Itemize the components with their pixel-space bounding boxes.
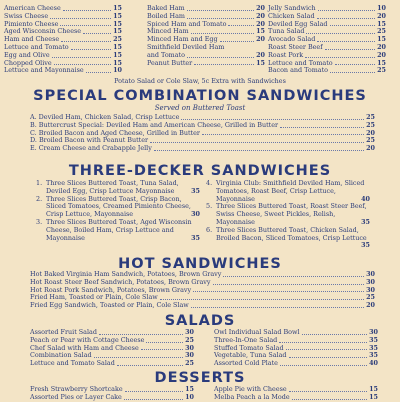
leader-dots: [286, 345, 368, 351]
menu-item-price: 15: [113, 4, 122, 12]
menu-item-name: Roast Pork: [268, 50, 304, 59]
leader-dots: [83, 28, 111, 34]
leader-dots: [61, 36, 111, 42]
menu-item-name: Bacon and Tomato: [268, 66, 329, 75]
menu-item-price: 15: [113, 42, 122, 51]
leader-dots: [181, 114, 364, 120]
leader-dots: [99, 329, 183, 335]
menu-item-name: Owl Individual Salad Bowl: [214, 328, 300, 336]
three-decker-item: [36, 219, 200, 242]
menu-item-price: 25: [185, 359, 194, 368]
menu-item-price: 15: [369, 392, 378, 401]
leader-dots: [306, 28, 375, 34]
leader-dots: [292, 394, 367, 400]
item-description: Three Slices Buttered Toast, Crisp Bacon, Sliced Tomatoes, Creamed Pimiento Cheese, Crisp Lettuce, Mayonnaise 30: [46, 194, 200, 219]
leader-dots: [52, 52, 111, 58]
menu-item-name: Lettuce and Tomato: [4, 42, 69, 51]
leader-dots: [54, 60, 111, 66]
item-number: 4.: [206, 179, 213, 187]
menu-item-name: Baked Ham: [147, 4, 185, 12]
special-combination-list: [30, 114, 375, 153]
menu-item-price: 10: [377, 4, 386, 12]
menu-item-price: 20: [377, 11, 386, 20]
menu-item: [30, 302, 375, 310]
salads-left: [30, 329, 194, 368]
menu-item-price: 20: [366, 144, 375, 153]
menu-item-price: 35: [191, 186, 200, 195]
menu-item-price: 30: [366, 285, 375, 294]
item-description: Three Slices Buttered Toast, Aged Wisconsin Cheese, Boiled Ham, Crisp Lettuce and Mayonnaise 35: [46, 217, 200, 242]
menu-item-name: Lettuce and Mayonnaise: [4, 66, 84, 75]
item-description: Three Slices Buttered Toast, Tuna Salad, Deviled Egg, Crisp Lettuce Mayonnaise 35: [46, 179, 200, 195]
item-description: Three Slices Buttered Toast, Roast Steer Beef, Swiss Cheese, Sweet Pickles, Relish, Mayonnaise 35: [216, 202, 370, 226]
menu-item-name: Roast Steer Beef: [268, 42, 323, 51]
sandwich-extra-note: Potato Salad or Cole Slaw, 5c Extra with Sandwiches: [114, 77, 286, 85]
leader-dots: [191, 28, 254, 34]
sandwich-column-3: [268, 5, 386, 75]
menu-item-name: Egg and Olive: [4, 50, 50, 59]
special-combination-heading: SPECIAL COMBINATION SANDWICHES: [33, 88, 367, 104]
leader-dots: [60, 21, 111, 27]
leader-dots: [94, 352, 183, 358]
menu-item-name: Avocado Salad: [268, 35, 316, 44]
menu-item-price: 25: [377, 66, 386, 75]
menu-item-name: Hot Roast Steer Beef Sandwich, Potatoes, Brown Gravy: [30, 277, 211, 286]
menu-item-price: 15: [113, 58, 122, 67]
menu-item: [30, 360, 194, 368]
leader-dots: [223, 271, 364, 277]
menu-item-price: 20: [256, 50, 265, 59]
menu-item-name: Three-In-One Salad: [214, 335, 278, 344]
three-decker-item: [206, 180, 370, 203]
leader-dots: [160, 294, 364, 300]
menu-item-name: Peach or Pear with Cottage Cheese: [30, 335, 145, 344]
menu-item-name: Spiced Ham and Tomato: [147, 19, 227, 28]
leader-dots: [318, 5, 375, 11]
salads-right: [214, 329, 378, 368]
item-number: 3.: [36, 217, 43, 226]
leader-dots: [289, 352, 368, 358]
menu-item-price: 30: [185, 328, 194, 336]
menu-item-price: 10: [185, 392, 194, 401]
leader-dots: [289, 386, 367, 392]
menu-item-price: 20: [366, 128, 375, 137]
leader-dots: [317, 36, 375, 42]
menu-item-name: E. Cream Cheese and Crabapple Jelly: [30, 144, 152, 153]
desserts-heading: DESSERTS: [154, 370, 246, 386]
menu-item-name: Combination Salad: [30, 351, 92, 360]
special-combination-subtitle: Served on Buttered Toast: [154, 104, 246, 112]
menu-item-name: Minced Ham and Egg: [147, 35, 218, 44]
menu-item-name: Chopped Olive: [4, 58, 52, 67]
menu-item-name: Lettuce and Tomato Salad: [30, 359, 115, 368]
three-decker-left: [36, 180, 200, 242]
sandwich-column-2: [147, 5, 265, 67]
leader-dots: [335, 60, 375, 66]
menu-item-name: Pimiento Cheese: [4, 19, 59, 28]
menu-item: [214, 360, 378, 368]
menu-item-price: 30: [185, 351, 194, 360]
menu-item-name: B. Buttercrust Special: Deviled Ham and American Cheese, Grilled in Butter: [30, 120, 279, 129]
leader-dots: [202, 130, 364, 136]
leader-dots: [117, 360, 183, 366]
menu-item-price: 15: [113, 27, 122, 36]
hot-sandwiches-heading: HOT SANDWICHES: [118, 256, 282, 272]
menu-item-price: 15: [256, 58, 265, 67]
menu-item-price: 20: [256, 19, 265, 28]
leader-dots: [228, 21, 254, 27]
menu-item-price: 15: [113, 50, 122, 59]
leader-dots: [302, 329, 368, 335]
leader-dots: [125, 386, 183, 392]
menu-item-name: Stuffed Tomato Salad: [214, 343, 284, 352]
leader-dots: [191, 302, 364, 308]
leader-dots: [193, 287, 364, 293]
menu-item-name: and Tomato: [147, 50, 185, 59]
menu-item-price: 35: [369, 351, 378, 360]
menu-item-price: 20: [377, 50, 386, 59]
menu-item-name: Swiss Cheese: [4, 11, 49, 20]
menu-item: [30, 145, 375, 153]
menu-item-price: 15: [377, 19, 386, 28]
menu-item: [147, 60, 265, 68]
menu-item-price: 35: [361, 241, 370, 250]
menu-item-price: 20: [377, 42, 386, 51]
leader-dots: [146, 337, 183, 343]
menu-item-price: 35: [369, 343, 378, 352]
desserts-left: [30, 386, 194, 402]
menu-item: [214, 394, 378, 402]
sandwich-column-1: [4, 5, 122, 75]
menu-item-name: Peanut Butter: [147, 58, 193, 67]
menu-item-name: Fresh Strawberry Shortcake: [30, 385, 123, 393]
menu-item-price: 15: [185, 385, 194, 393]
three-decker-item: [206, 203, 370, 226]
leader-dots: [330, 67, 375, 73]
hot-sandwiches-list: [30, 271, 375, 310]
leader-dots: [305, 52, 375, 58]
menu-item-name: Assorted Fruit Salad: [30, 328, 97, 336]
menu-item-name: Assorted Pies or Layer Cake: [30, 392, 122, 401]
leader-dots: [124, 394, 183, 400]
three-decker-item: [36, 180, 200, 196]
menu-item-price: 15: [369, 385, 378, 393]
menu-item-name: Apple Pie with Cheese: [214, 385, 287, 393]
three-decker-item: [36, 196, 200, 219]
menu-item: [4, 67, 122, 75]
menu-item-name: Jelly Sandwich: [268, 4, 316, 12]
leader-dots: [187, 13, 254, 19]
menu-item-price: 35: [369, 335, 378, 344]
menu-item-name: Fried Egg Sandwich, Toasted or Plain, Cole Slaw: [30, 301, 189, 310]
leader-dots: [71, 44, 111, 50]
menu-item-price: 15: [377, 58, 386, 67]
menu-item-name: C. Broiled Bacon and Aged Cheese, Grilled in Butter: [30, 128, 200, 137]
menu-item-name: Boiled Ham: [147, 11, 185, 20]
salads-heading: SALADS: [164, 313, 236, 329]
menu-item-name: D. Broiled Bacon with Peanut Butter: [30, 136, 149, 145]
menu-item-price: 35: [191, 233, 200, 242]
leader-dots: [213, 279, 365, 285]
menu-item: [268, 67, 386, 75]
item-number: 2.: [36, 194, 43, 203]
item-description: Virginia Club: Smithfield Deviled Ham, Sliced Tomatoes, Roast Beef, Crisp Lettuce, Mayonnaise 40: [216, 179, 370, 203]
leader-dots: [279, 337, 367, 343]
menu-item-price: 25: [366, 136, 375, 145]
menu-item-price: 20: [366, 301, 375, 310]
menu-item-price: 25: [366, 293, 375, 302]
menu-item-price: 20: [256, 11, 265, 20]
leader-dots: [280, 122, 364, 128]
menu-item-name: Assorted Cold Plate: [214, 359, 278, 368]
leader-dots: [141, 345, 183, 351]
item-number: 5.: [206, 202, 213, 211]
menu-item-name: Chef Salad with Ham and Cheese: [30, 343, 139, 352]
leader-dots: [280, 360, 367, 366]
menu-item-name: Fried Ham, Toasted or Plain, Cole Slaw: [30, 293, 158, 302]
menu-item-price: 40: [369, 359, 378, 368]
menu-item-price: 10: [113, 66, 122, 75]
three-decker-heading: THREE-DECKER SANDWICHES: [68, 163, 332, 179]
menu-item-price: 25: [366, 120, 375, 129]
item-number: 6.: [206, 225, 213, 234]
menu-item-price: 30: [369, 328, 378, 336]
menu-item-name: Lettuce and Tomato: [268, 58, 333, 67]
menu-item-price: 25: [113, 35, 122, 44]
leader-dots: [330, 21, 376, 27]
menu-item-name: A. Deviled Ham, Chicken Salad, Crisp Lettuce: [30, 113, 180, 121]
menu-item-price: 25: [377, 27, 386, 36]
menu-item-price: 15: [113, 11, 122, 20]
menu-item-name: Hot Baked Virginia Ham Sandwich, Potatoes, Brown Gravy: [30, 270, 222, 278]
three-decker-right: [206, 180, 370, 250]
menu-item-price: 25: [366, 113, 375, 121]
menu-item-price: 15: [377, 35, 386, 44]
menu-item-price: 15: [113, 19, 122, 28]
menu-item-name: Tuna Salad: [268, 27, 305, 36]
leader-dots: [86, 67, 111, 73]
menu-item-name: Deviled Egg Salad: [268, 19, 328, 28]
menu-item-price: 30: [185, 343, 194, 352]
leader-dots: [317, 13, 376, 19]
menu-item-price: 15: [256, 27, 265, 36]
leader-dots: [220, 36, 255, 42]
leader-dots: [187, 5, 254, 11]
menu-item-price: 30: [366, 270, 375, 278]
menu-item-name: Ham and Cheese: [4, 35, 60, 44]
leader-dots: [50, 13, 111, 19]
menu-item-name: Smithfield Deviled Ham: [147, 42, 225, 51]
leader-dots: [187, 52, 254, 58]
leader-dots: [63, 5, 111, 11]
menu-item-price: 20: [256, 35, 265, 44]
menu-item-name: American Cheese: [4, 4, 61, 12]
leader-dots: [150, 137, 364, 143]
menu-item-price: 40: [361, 194, 370, 203]
menu-item-price: 30: [191, 210, 200, 219]
menu-item-name: Melba Peach a la Mode: [214, 392, 290, 401]
item-description: Three Slices Buttered Toast, Chicken Salad, Broiled Bacon, Sliced Tomatoes, Crisp Lettuce 35: [216, 225, 370, 250]
menu-item-price: 20: [256, 4, 265, 12]
leader-dots: [154, 145, 364, 151]
menu-item-name: Chicken Salad: [268, 11, 315, 20]
menu-item-price: 35: [361, 217, 370, 226]
desserts-right: [214, 386, 378, 402]
menu-item-name: Minced Ham: [147, 27, 189, 36]
menu-item: [30, 394, 194, 402]
menu-item-name: Aged Wisconsin Cheese: [4, 27, 82, 36]
leader-dots: [325, 44, 376, 50]
menu-item-name: Vegetable, Tuna Salad: [214, 351, 287, 360]
menu-item-price: 25: [185, 335, 194, 344]
menu-item-name: Hot Roast Pork Sandwich, Potatoes, Brown Gravy: [30, 285, 192, 294]
menu-item-price: 30: [366, 277, 375, 286]
item-number: 1.: [36, 179, 43, 187]
leader-dots: [194, 60, 254, 66]
three-decker-item: [206, 227, 370, 250]
